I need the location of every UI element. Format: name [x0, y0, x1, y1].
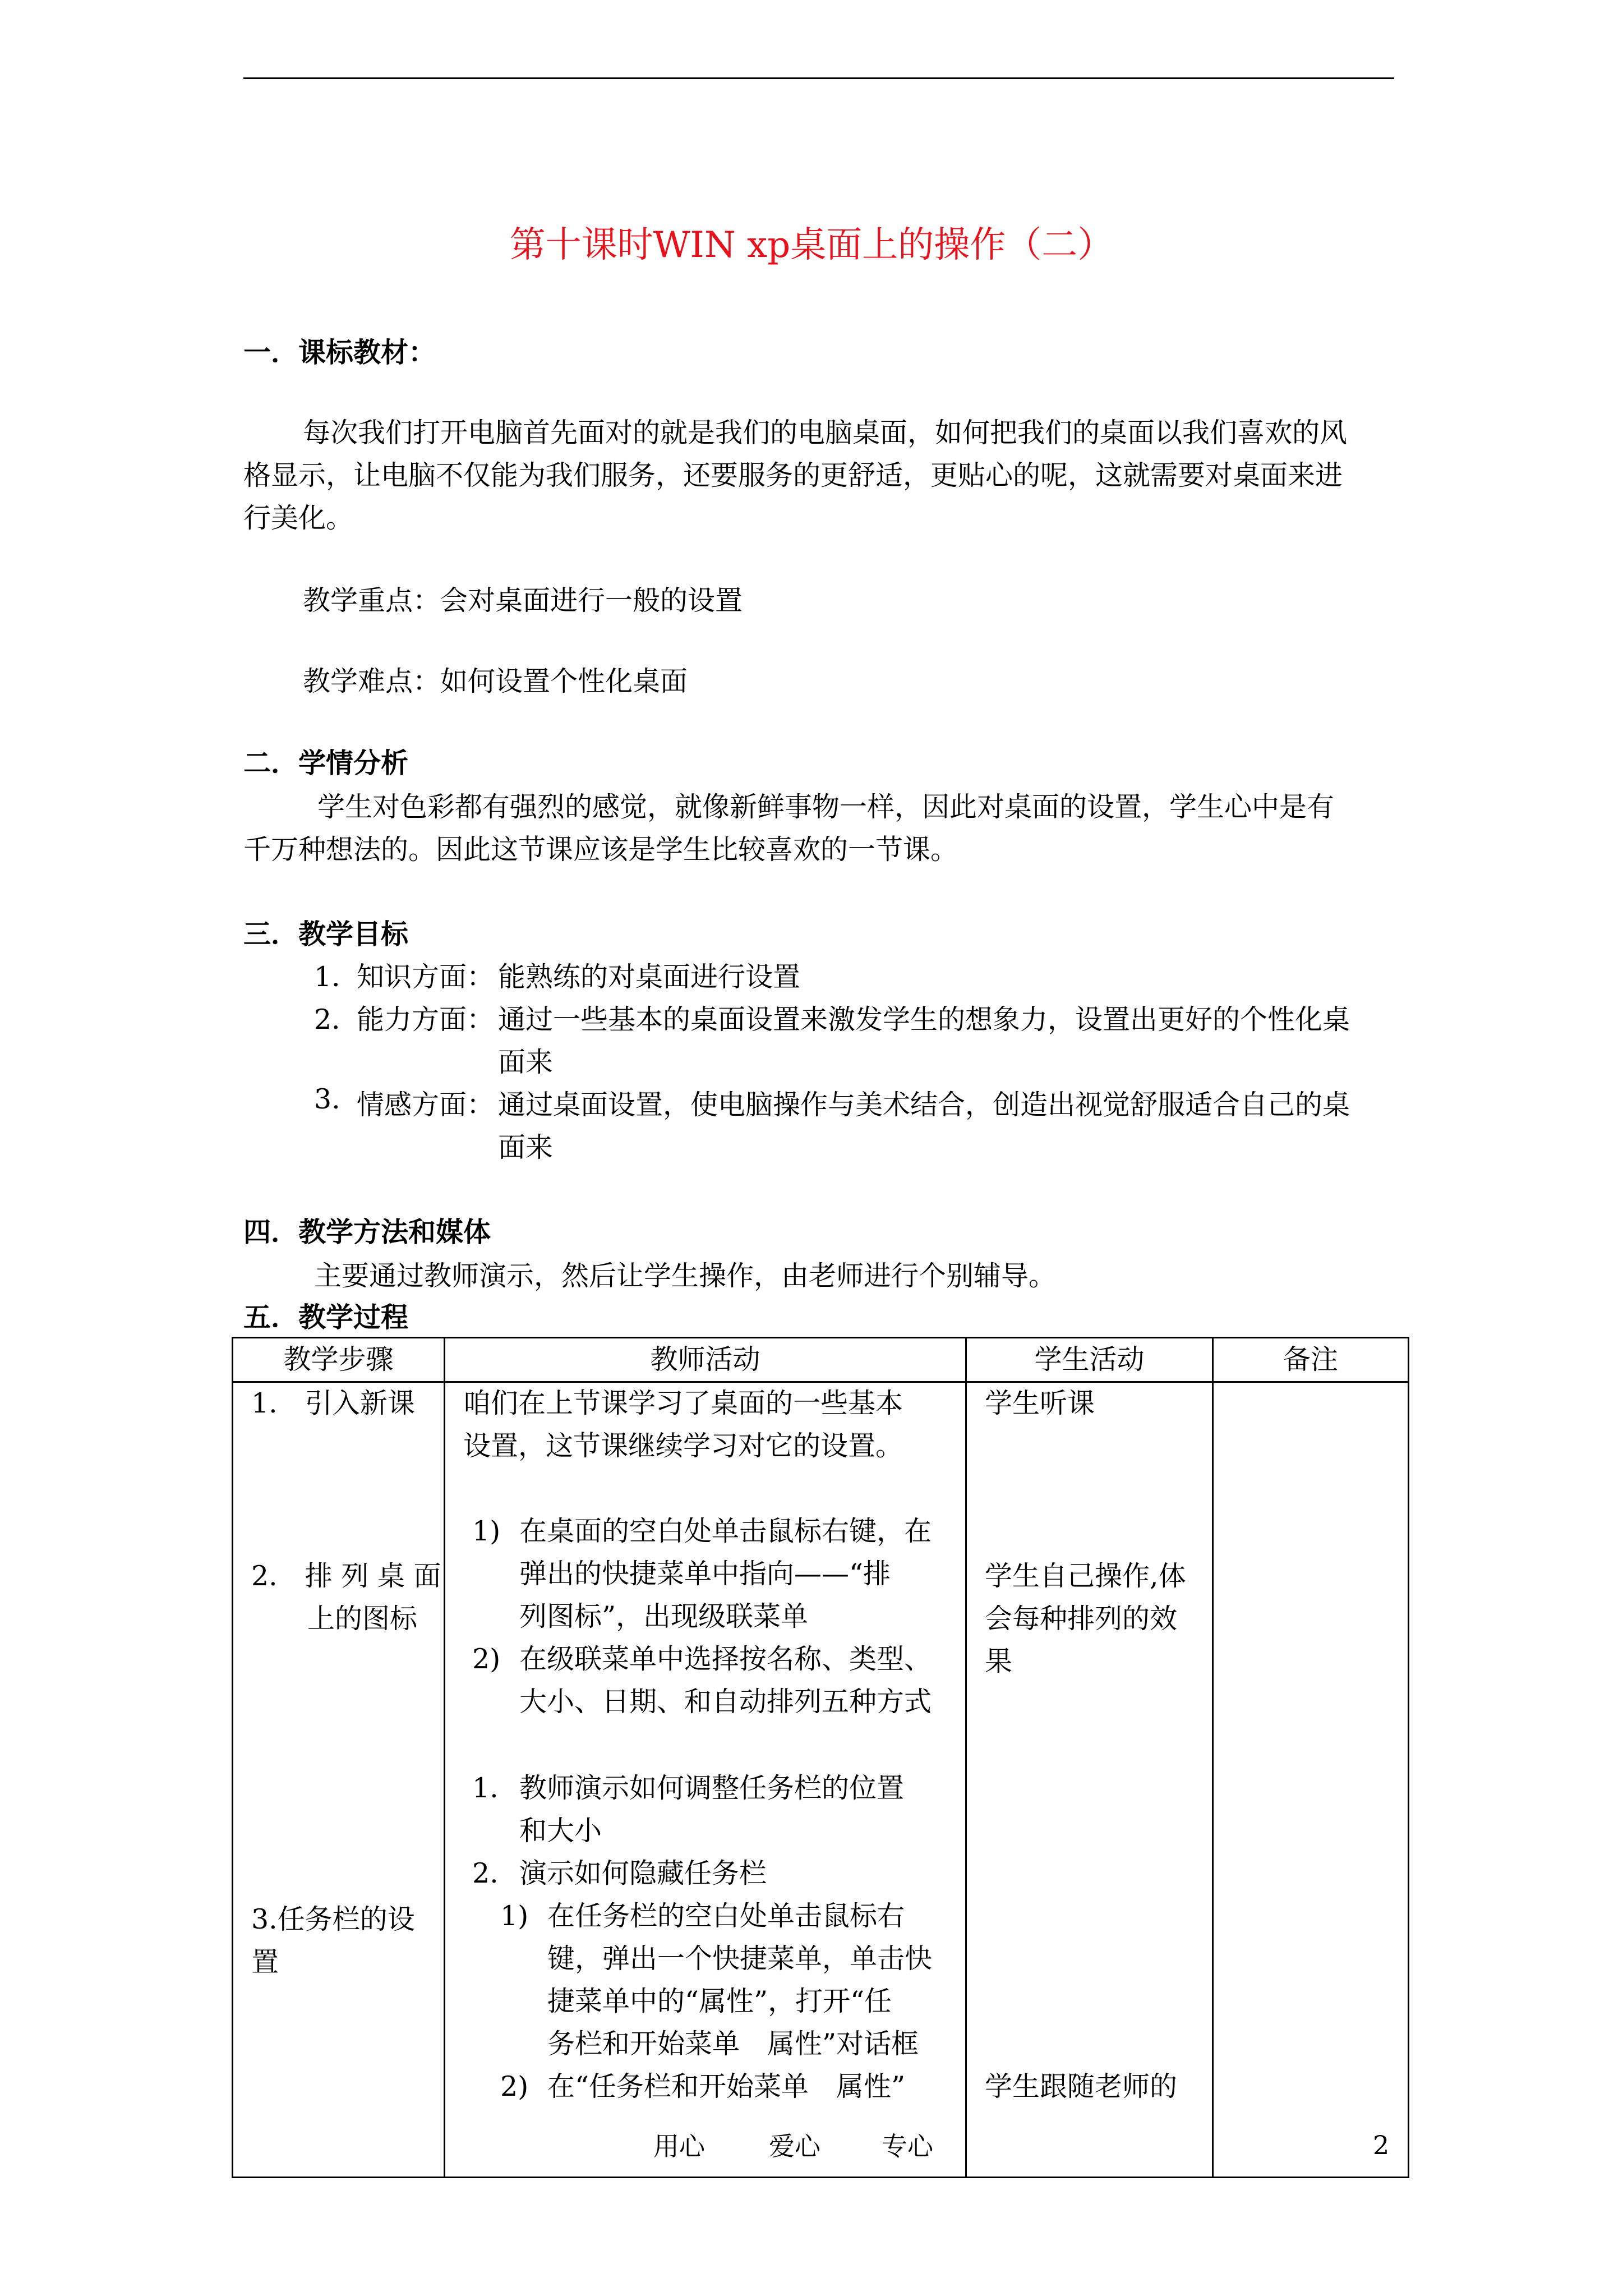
teacher-item-3-line-1: 教师演示如何调整任务栏的位置 [519, 1772, 905, 1804]
step-1: 1. 引入新课 [251, 1387, 415, 1419]
student-line-1: 学生听课 [985, 1387, 1095, 1419]
teacher-sub-1-line-2: 键，弹出一个快捷菜单，单击快 [547, 1943, 933, 1975]
section-2-heading: 二．学情分析 [243, 747, 409, 779]
step-3-line-1: 3.任务栏的设 [251, 1903, 415, 1935]
key-point: 教学重点：会对桌面进行一般的设置 [303, 585, 743, 616]
teacher-item-4-line-1: 演示如何隐藏任务栏 [519, 1857, 767, 1889]
section-1-para-line-2: 格显示，让电脑不仅能为我们服务，还要服务的更舒适，更贴心的呢，这就需要对桌面来进 [243, 459, 1343, 491]
teacher-sub-1-number: 1) [500, 1900, 529, 1932]
student-line-5: 学生跟随老师的 [985, 2070, 1178, 2102]
teaching-process-table [232, 1337, 1409, 2178]
goal-3-label: 情感方面： [357, 1089, 495, 1121]
goal-1-number: 1． [314, 961, 359, 993]
teacher-sub-2-number: 2) [500, 2070, 529, 2102]
section-1-para-line-3: 行美化。 [243, 502, 354, 534]
section-1-heading: 一．课标教材： [243, 336, 436, 369]
teacher-sub-1-line-4: 务栏和开始菜单 属性”对话框 [547, 2028, 919, 2060]
teacher-item-3-line-2: 和大小 [519, 1815, 602, 1847]
teacher-line-1: 咱们在上节课学习了桌面的一些基本 [463, 1387, 903, 1419]
section-2-para-line-2: 千万种想法的。因此这节课应该是学生比较喜欢的一节课。 [243, 834, 958, 866]
teacher-cell [445, 1382, 966, 2178]
header-step: 教学步骤 [233, 1338, 445, 1382]
student-line-3: 会每种排列的效 [985, 1603, 1178, 1635]
goal-2-label: 能力方面： [357, 1004, 495, 1036]
step-2-line-1: 2. 排 列 桌 面 [251, 1560, 441, 1592]
step-2-line-2: 上的图标 [307, 1603, 418, 1635]
section-4-para: 主要通过教师演示，然后让学生操作，由老师进行个别辅导。 [314, 1260, 1057, 1292]
teacher-item-1-number: 1) [472, 1515, 501, 1547]
header-teacher: 教师活动 [445, 1338, 966, 1382]
step-3-line-2: 置 [251, 1946, 279, 1978]
goal-3-text-line-1: 通过桌面设置，使电脑操作与美术结合，创造出视觉舒服适合自己的桌 [498, 1089, 1350, 1121]
teacher-item-2-number: 2) [472, 1643, 501, 1675]
section-5-heading: 五．教学过程 [243, 1301, 409, 1333]
goal-2-text-line-2: 面来 [498, 1046, 554, 1078]
header-rule [243, 77, 1394, 79]
student-line-2: 学生自己操作,体 [985, 1560, 1186, 1592]
remark-cell [1213, 1382, 1409, 2178]
section-2-para-line-1: 学生对色彩都有强烈的感觉，就像新鲜事物一样，因此对桌面的设置，学生心中是有 [317, 791, 1335, 823]
section-4-heading: 四．教学方法和媒体 [243, 1216, 491, 1248]
teacher-item-1-line-2: 弹出的快捷菜单中指向——“排 [519, 1558, 891, 1590]
student-line-4: 果 [985, 1645, 1013, 1677]
header-student: 学生活动 [966, 1338, 1213, 1382]
page-number: 2 [1373, 2130, 1390, 2160]
teacher-line-2: 设置，这节课继续学习对它的设置。 [463, 1430, 903, 1462]
teacher-item-1-line-1: 在桌面的空白处单击鼠标右键，在 [519, 1515, 932, 1547]
student-cell [966, 1382, 1213, 2178]
document-title: 第十课时WIN xp桌面上的操作（二） [509, 224, 1114, 266]
footer-word-3: 专心 [882, 2131, 933, 2161]
goal-2-number: 2． [314, 1004, 359, 1036]
goal-1-label: 知识方面： [357, 961, 495, 993]
goal-2-text-line-1: 通过一些基本的桌面设置来激发学生的想象力，设置出更好的个性化桌 [498, 1004, 1350, 1036]
teacher-item-3-number: 1. [472, 1772, 499, 1804]
teacher-item-2-line-1: 在级联菜单中选择按名称、类型、 [519, 1643, 932, 1675]
teacher-sub-1-line-3: 捷菜单中的“属性”，打开“任 [547, 1985, 892, 2017]
footer-word-2: 爱心 [769, 2131, 820, 2161]
goal-1-text: 能熟练的对桌面进行设置 [498, 961, 801, 993]
table-body-row [233, 1382, 1409, 2178]
section-1-para-line-1: 每次我们打开电脑首先面对的就是我们的电脑桌面，如何把我们的桌面以我们喜欢的风 [303, 417, 1348, 449]
step-cell [233, 1382, 445, 2178]
difficulty: 教学难点：如何设置个性化桌面 [303, 665, 688, 697]
table-header-row [233, 1338, 1409, 1382]
footer-word-1: 用心 [653, 2131, 705, 2161]
goal-3-number: 3. [314, 1083, 340, 1115]
section-3-heading: 三．教学目标 [243, 918, 409, 950]
teacher-item-4-number: 2. [472, 1857, 499, 1889]
teacher-item-2-line-2: 大小、日期、和自动排列五种方式 [519, 1686, 932, 1718]
teacher-sub-1-line-1: 在任务栏的空白处单击鼠标右 [547, 1900, 905, 1932]
goal-3-text-line-2: 面来 [498, 1131, 554, 1163]
teacher-item-1-line-3: 列图标”，出现级联菜单 [519, 1600, 809, 1632]
header-remark: 备注 [1213, 1338, 1409, 1382]
teacher-sub-2-line-1: 在“任务栏和开始菜单 属性” [547, 2070, 906, 2102]
